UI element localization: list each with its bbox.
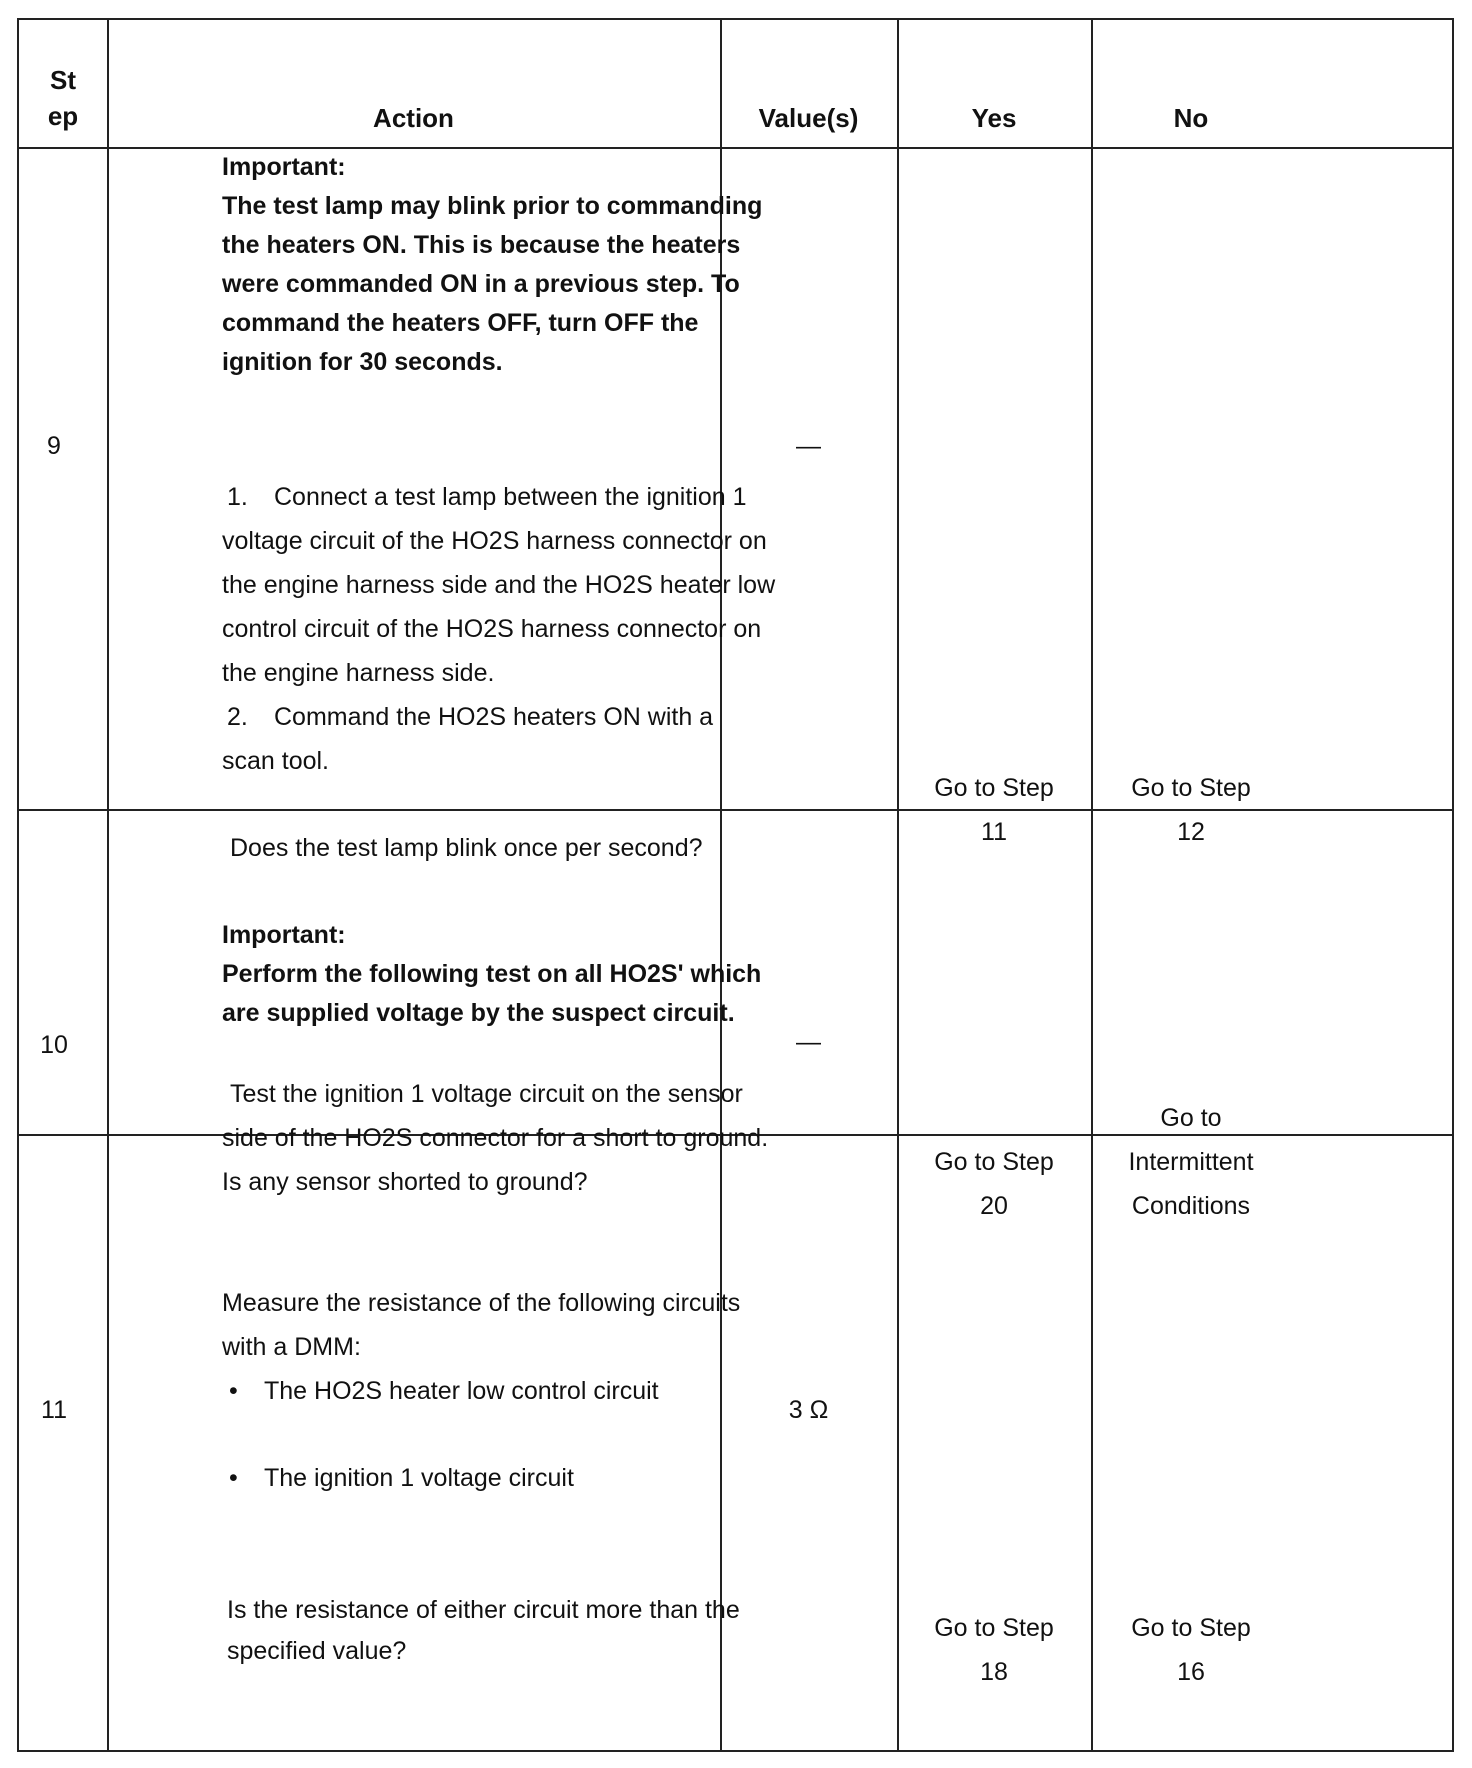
col-divider [1091,20,1093,1750]
step-number: 11 [41,1396,67,1424]
step-number: 10 [40,1031,68,1059]
yes-line: Go to Step [934,1614,1054,1642]
no-line: Conditions [1131,1192,1251,1220]
action-text: side of the HO2S connector for a short to ground. [222,1124,769,1152]
yes-cell [897,1606,1091,1694]
step-text: voltage circuit of the HO2S harness connector on [222,527,767,555]
header-step-line1: St [50,65,76,95]
intro-text: Measure the resistance of the following circuits [222,1289,741,1317]
value-cell: — [796,1028,821,1056]
action-text: Test the ignition 1 voltage circuit on the sensor [230,1080,743,1108]
no-cell [1091,766,1291,854]
no-line: Go to Step [1131,1614,1251,1642]
no-line: Go to Step [1131,774,1251,802]
no-cell [1091,1096,1291,1228]
yes-cell [897,1140,1091,1228]
step-text: control circuit of the HO2S harness connector on [222,615,762,643]
question: specified value? [227,1637,407,1665]
step-num: 2. [227,703,248,731]
yes-line: 20 [980,1192,1008,1220]
important-label: Important: [222,921,346,949]
bullet-icon: • [229,1464,238,1492]
important-line: Perform the following test on all HO2S' which [222,960,762,988]
intro-text: with a DMM: [222,1333,361,1361]
row-divider [19,147,1452,149]
header-step [19,62,107,134]
important-line: the heaters ON. This is because the heaters [222,231,741,259]
no-line: Intermittent [1128,1148,1254,1176]
important-line: ignition for 30 seconds. [222,348,503,376]
col-divider [107,20,109,1750]
yes-line: Go to Step [934,1148,1054,1176]
diagnostic-table [17,18,1454,1752]
important-line: command the heaters OFF, turn OFF the [222,309,699,337]
important-line: are supplied voltage by the suspect circuit. [222,999,735,1027]
col-divider [897,20,899,1750]
header-no: No [1173,103,1209,133]
bullet-icon: • [229,1377,238,1405]
question: Is the resistance of either circuit more than the [227,1596,740,1624]
yes-line: Go to Step [934,774,1054,802]
step-text: the engine harness side and the HO2S heater low [222,571,776,599]
step-text: scan tool. [222,747,330,775]
step-num: 1. [227,483,248,511]
step-text: Connect a test lamp between the ignition 1 [274,483,747,511]
header-action: Action [373,103,454,133]
yes-cell [897,766,1091,854]
header-yes: Yes [971,103,1017,133]
question: Does the test lamp blink once per second? [230,834,703,862]
bullet-text: The HO2S heater low control circuit [264,1377,659,1405]
yes-line: 18 [980,1658,1008,1686]
action-text: Is any sensor shorted to ground? [222,1168,588,1196]
yes-line: 11 [981,818,1007,846]
value-cell: — [796,432,821,460]
header-values: Value(s) [758,103,859,133]
bullet-text: The ignition 1 voltage circuit [264,1464,574,1492]
important-line: The test lamp may blink prior to commanding [222,192,763,220]
no-line: 12 [1177,818,1205,846]
step-text: Command the HO2S heaters ON with a [274,703,714,731]
step-number: 9 [47,432,61,460]
important-label: Important: [222,153,346,181]
no-line: 16 [1177,1658,1205,1686]
no-cell [1091,1606,1291,1694]
header-step-line2: ep [47,101,79,131]
no-line: Go to [1160,1104,1222,1132]
step-text: the engine harness side. [222,659,495,687]
important-line: were commanded ON in a previous step. To [222,270,740,298]
value-cell: 3 Ω [788,1396,829,1424]
